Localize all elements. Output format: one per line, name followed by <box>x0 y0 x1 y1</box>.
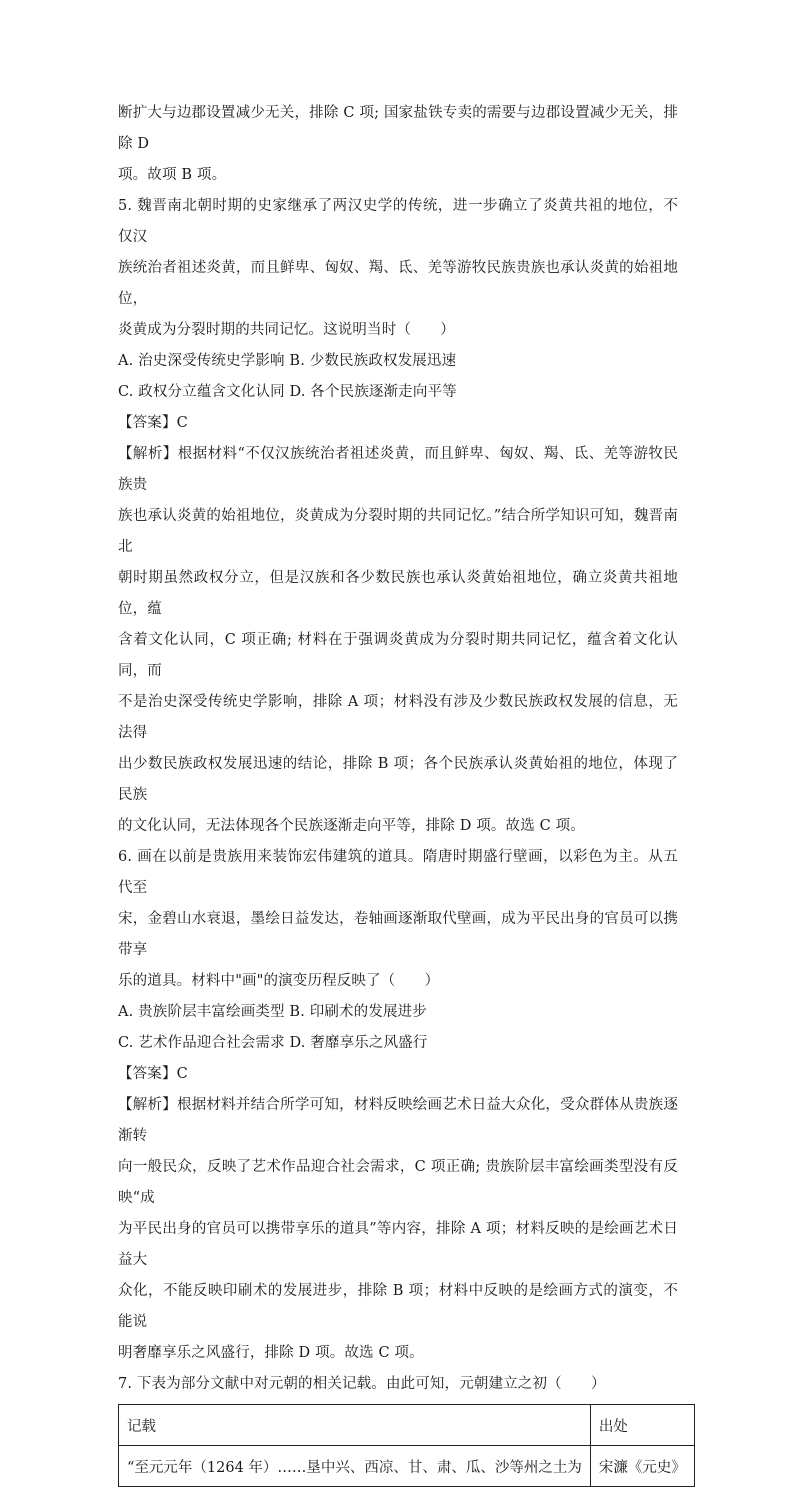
text-line: 族也承认炎黄的始祖地位，炎黄成为分裂时期的共同记忆。”结合所学知识可知，魏晋南北 <box>118 508 678 555</box>
text-line: 众化，不能反映印刷术的发展进步，排除 B 项；材料中反映的是绘画方式的演变，不能说 <box>118 1283 678 1330</box>
question-6-analysis: 【解析】根据材料并结合所学可知，材料反映绘画艺术日益大众化，受众群体从贵族逐渐转 <box>118 1097 678 1144</box>
records-table <box>118 1404 695 1487</box>
text-line: 为平民出身的官员可以携带享乐的道具”等内容，排除 A 项；材料反映的是绘画艺术日益大 <box>118 1221 678 1268</box>
text-line: 明奢靡享乐之风盛行，排除 D 项。故选 C 项。 <box>118 1345 424 1361</box>
question-6-answer: 【答案】C <box>118 1066 188 1082</box>
question-5-options-cd: C. 政权分立蕴含文化认同 D. 各个民族逐渐走向平等 <box>118 384 457 400</box>
text-line: 含着文化认同，C 项正确; 材料在于强调炎黄成为分裂时期共同记忆，蕴含着文化认同，而 <box>118 632 678 679</box>
question-6-stem: 6. 画在以前是贵族用来装饰宏伟建筑的道具。隋唐时期盛行壁画，以彩色为主。从五代至 <box>118 849 678 896</box>
text-line: 断扩大与边郡设置减少无关，排除 C 项; 国家盐铁专卖的需要与边郡设置减少无关，排除 D <box>118 105 678 152</box>
question-text-block <box>118 98 678 1400</box>
table-header-row <box>119 1405 695 1446</box>
text-line: 项。故项 B 项。 <box>118 167 227 183</box>
question-5-analysis: 【解析】根据材料“不仅汉族统治者祖述炎黄，而且鲜卑、匈奴、羯、氐、羌等游牧民族贵 <box>118 446 678 493</box>
text-line: 朝时期虽然政权分立，但是汉族和各少数民族也承认炎黄始祖地位，确立炎黄共祖地位，蕴 <box>118 570 678 617</box>
table-header-cell: 出处 <box>590 1405 694 1446</box>
text-line: 宋，金碧山水衰退，墨绘日益发达，卷轴画逐渐取代壁画，成为平民出身的官员可以携带享 <box>118 911 678 958</box>
question-6-options-ab: A. 贵族阶层丰富绘画类型 B. 印刷术的发展进步 <box>118 1004 427 1020</box>
text-line: 族统治者祖述炎黄，而且鲜卑、匈奴、羯、氐、羌等游牧民族贵族也承认炎黄的始祖地位， <box>118 260 678 307</box>
question-5-answer: 【答案】C <box>118 415 188 431</box>
text-line: 出少数民族政权发展迅速的结论，排除 B 项；各个民族承认炎黄始祖的地位，体现了民族 <box>118 756 678 803</box>
question-6-options-cd: C. 艺术作品迎合社会需求 D. 奢靡享乐之风盛行 <box>118 1035 428 1051</box>
document-page <box>118 98 686 1487</box>
question-7-stem: 7. 下表为部分文献中对元朝的相关记载。由此可知，元朝建立之初（ ） <box>118 1376 606 1392</box>
text-line: 炎黄成为分裂时期的共同记忆。这说明当时（ ） <box>118 322 455 338</box>
text-line: 的文化认同，无法体现各个民族逐渐走向平等，排除 D 项。故选 C 项。 <box>118 818 585 834</box>
text-line: 乐的道具。材料中"画"的演变历程反映了（ ） <box>118 973 440 989</box>
table-row <box>119 1446 695 1487</box>
question-5-options-ab: A. 治史深受传统史学影响 B. 少数民族政权发展迅速 <box>118 353 457 369</box>
table-header-cell: 记载 <box>119 1405 591 1446</box>
question-5-stem: 5. 魏晋南北朝时期的史家继承了两汉史学的传统，进一步确立了炎黄共祖的地位，不仅汉 <box>118 198 678 245</box>
text-line: 不是治史深受传统史学影响，排除 A 项；材料没有涉及少数民族政权发展的信息，无法得 <box>118 694 678 741</box>
table-cell: “至元元年（1264 年）……垦中兴、西凉、甘、肃、瓜、沙等州之土为 <box>119 1446 591 1487</box>
table-cell: 宋濂《元史》 <box>590 1446 694 1487</box>
text-line: 向一般民众，反映了艺术作品迎合社会需求，C 项正确; 贵族阶层丰富绘画类型没有反映“成 <box>118 1159 678 1206</box>
